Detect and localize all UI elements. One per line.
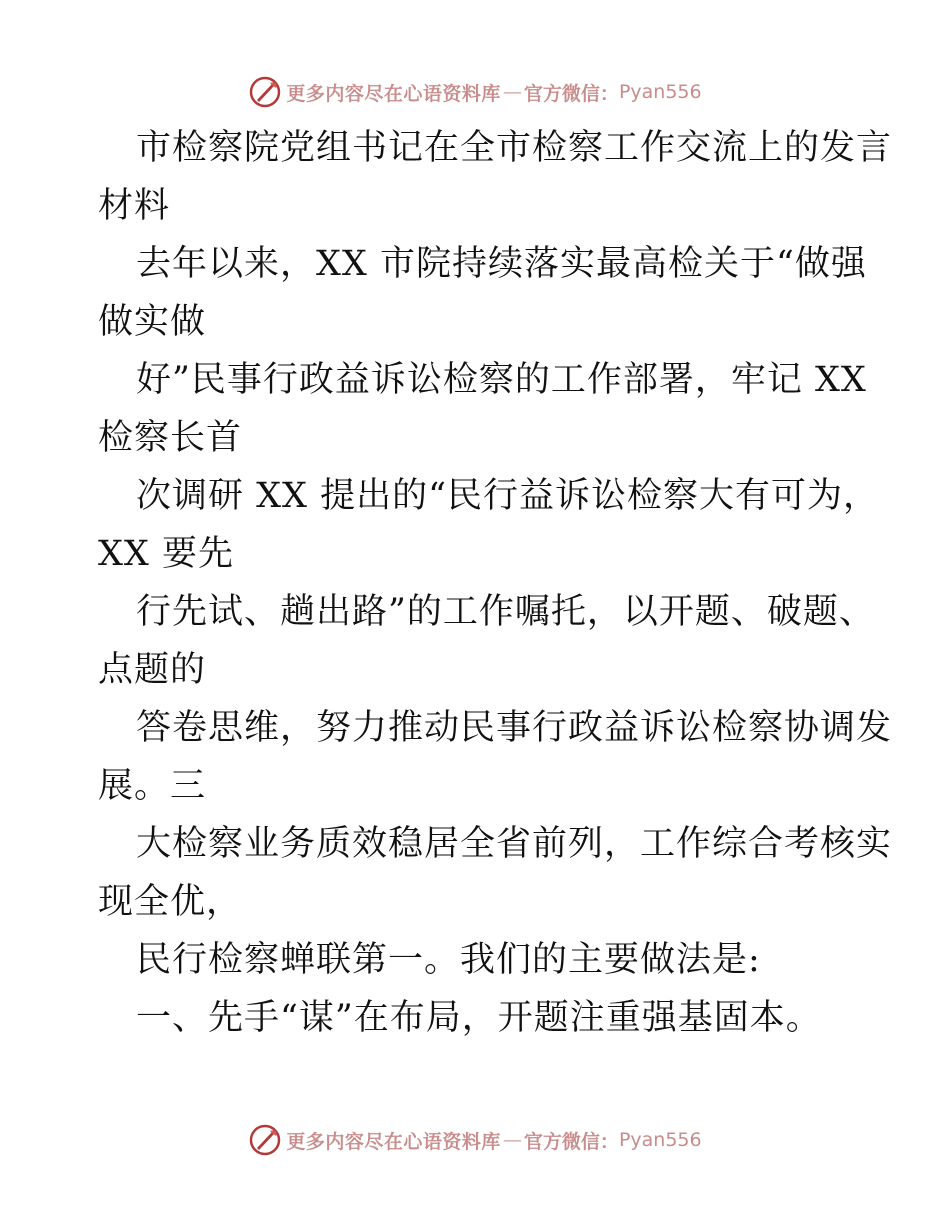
header-watermark [0,72,950,112]
watermark-id: Pyan556 [618,1129,702,1151]
watermark-text: 更多内容尽在心语资料库 [286,82,501,105]
text-line: 大检察业务质效稳居全省前列，工作综合考核实 [136,824,893,864]
watermark-label: 官方微信： [523,1130,619,1153]
watermark-label: 官方微信： [523,82,619,105]
text-line: 现全优， [98,882,243,922]
watermark-text: 更多内容尽在心语资料库 [286,1130,501,1153]
text-line: XX 要先 [98,534,234,574]
watermark-separator: — [502,81,522,103]
text-line: 答卷思维，努力推动民事行政益诉讼检察协调发 [136,708,893,748]
text-line: 点题的 [98,650,207,690]
text-line: 材料 [98,186,171,226]
footer-watermark [0,1120,950,1160]
text-line: 次调研 XX 提出的“民行益诉讼检察大有可为， [136,476,879,516]
watermark-separator: — [502,1129,522,1151]
watermark-id: Pyan556 [618,81,702,103]
text-line: 一、先手“谋”在布局，开题注重强基固本。 [136,998,822,1038]
text-line: 市检察院党组书记在全市检察工作交流上的发言 [136,128,893,168]
quill-logo-icon [248,75,282,109]
text-line: 好”民事行政益诉讼检察的工作部署，牢记 XX [136,360,867,400]
text-line: 民行检察蝉联第一。我们的主要做法是: [136,940,761,980]
text-line: 行先试、趟出路”的工作嘱托，以开题、破题、 [136,592,875,632]
text-line: 检察长首 [98,418,243,458]
text-line: 去年以来，XX 市院持续落实最高检关于“做强 [136,244,867,284]
text-line: 展。三 [98,766,207,806]
text-line: 做实做 [98,302,207,342]
quill-logo-icon [248,1123,282,1157]
